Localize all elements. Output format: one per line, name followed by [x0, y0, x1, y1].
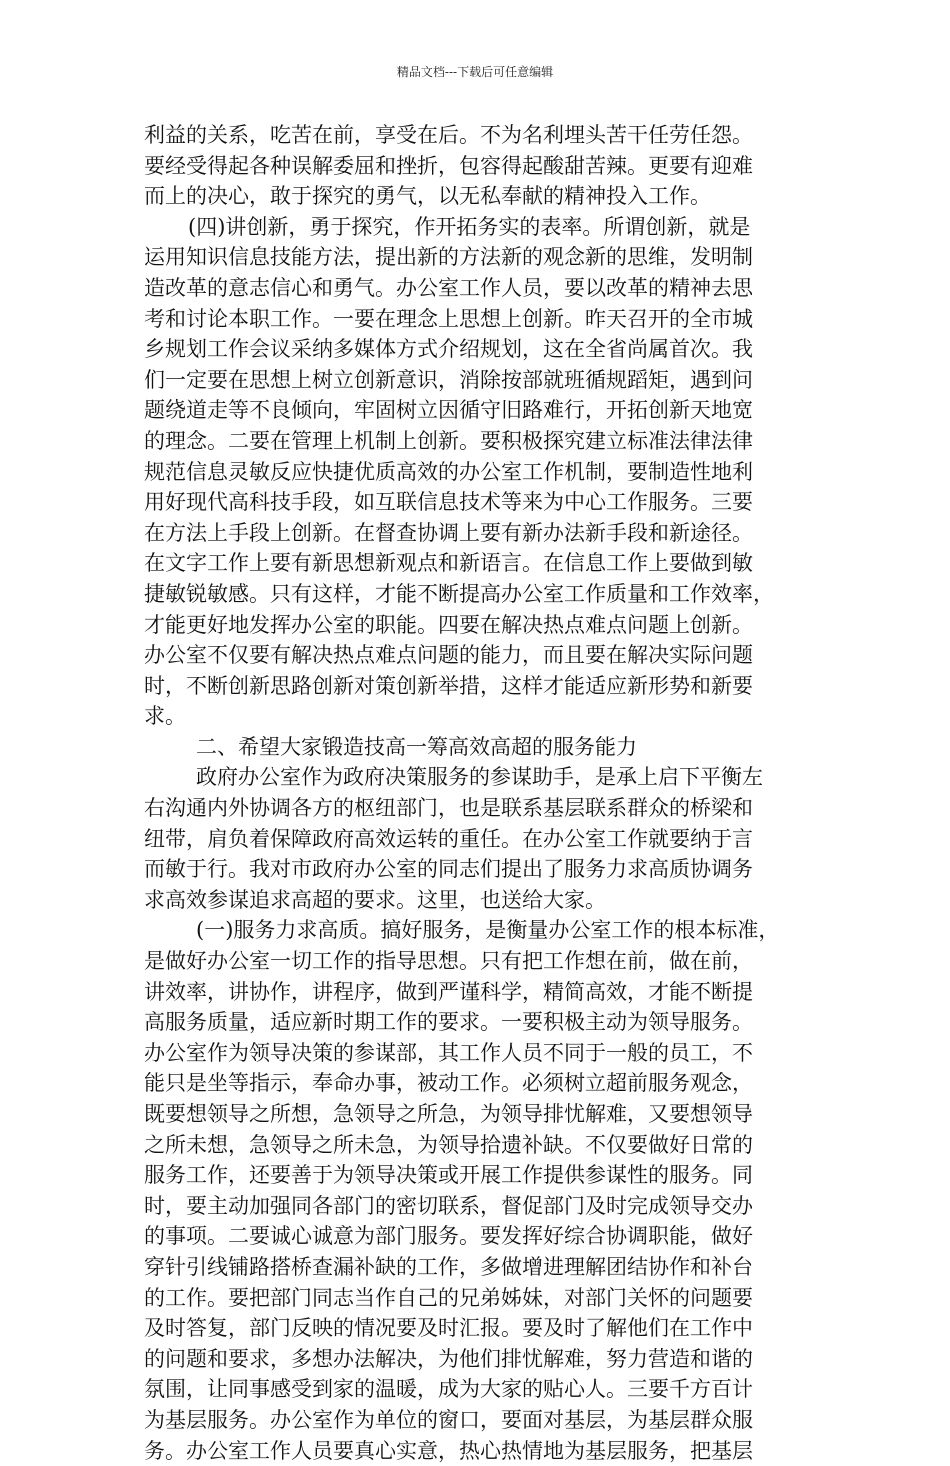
text-line: 办公室作为领导决策的参谋部，其工作人员不同于一般的员工，不: [144, 1040, 753, 1065]
text-line: 而敏于行。我对市政府办公室的同志们提出了服务力求高质协调务: [144, 857, 753, 882]
text-line: 运用知识信息技能方法，提出新的方法新的观念新的思维，发明制: [144, 245, 753, 270]
text-line: 的工作。要把部门同志当作自己的兄弟姊妹，对部门关怀的问题要: [144, 1285, 753, 1310]
page-header: 精品文档---下载后可任意编辑: [396, 65, 554, 79]
text-line: 时，不断创新思路创新对策创新举措，这样才能适应新形势和新要: [144, 673, 753, 698]
text-line: 的理念。二要在管理上机制上创新。要积极探究建立标准法律法律: [144, 428, 753, 453]
section-heading: 二、希望大家锻造技高一筹高效高超的服务能力: [196, 734, 637, 759]
paragraph-first-line: 政府办公室作为政府决策服务的参谋助手，是承上启下平衡左: [196, 765, 763, 790]
text-line: 的问题和要求，多想办法解决，为他们排忧解难，努力营造和谐的: [144, 1346, 753, 1371]
text-line: 而上的决心，敢于探究的勇气，以无私奉献的精神投入工作。: [144, 184, 711, 209]
text-line: 规范信息灵敏反应快捷优质高效的办公室工作机制，要制造性地利: [144, 459, 753, 484]
text-line: 用好现代高科技手段，如互联信息技术等来为中心工作服务。三要: [144, 490, 753, 515]
text-line: 及时答复，部门反映的情况要及时汇报。要及时了解他们在工作中: [144, 1316, 753, 1341]
text-line: 能只是坐等指示，奉命办事，被动工作。必须树立超前服务观念，: [144, 1071, 753, 1096]
text-line: 纽带，肩负着保障政府高效运转的重任。在办公室工作就要纳于言: [144, 826, 753, 851]
text-line: 捷敏锐敏感。只有这样，才能不断提高办公室工作质量和工作效率，: [144, 581, 774, 606]
text-line: 才能更好地发挥办公室的职能。四要在解决热点难点问题上创新。: [144, 612, 753, 637]
text-line: 要经受得起各种误解委屈和挫折，包容得起酸甜苦辣。更要有迎难: [144, 153, 753, 178]
text-line: 造改革的意志信心和勇气。办公室工作人员，要以改革的精神去思: [144, 275, 753, 300]
text-line: 求高效参谋追求高超的要求。这里，也送给大家。: [144, 887, 606, 912]
text-line: 服务工作，还要善于为领导决策或开展工作提供参谋性的服务。同: [144, 1163, 753, 1188]
text-line: 在方法上手段上创新。在督查协调上要有新办法新手段和新途径。: [144, 520, 753, 545]
text-line: 办公室不仅要有解决热点难点问题的能力，而且要在解决实际问题: [144, 643, 753, 668]
text-line: 求。: [144, 704, 186, 729]
text-line: 乡规划工作会议采纳多媒体方式介绍规划，这在全省尚属首次。我: [144, 337, 753, 362]
text-line: 务。办公室工作人员要真心实意，热心热情地为基层服务，把基层: [144, 1438, 753, 1463]
text-line: 是做好办公室一切工作的指导思想。只有把工作想在前，做在前，: [144, 949, 753, 974]
text-line: 考和讨论本职工作。一要在理念上思想上创新。昨天召开的全市城: [144, 306, 753, 331]
text-line: 穿针引线铺路搭桥查漏补缺的工作，多做增进理解团结协作和补台: [144, 1254, 753, 1279]
paragraph-first-line: (一)服务力求高质。搞好服务，是衡量办公室工作的根本标准，: [196, 918, 780, 943]
text-line: 讲效率，讲协作，讲程序，做到严谨科学，精简高效，才能不断提: [144, 979, 753, 1004]
document-body: [144, 120, 814, 1466]
text-line: 时，要主动加强同各部门的密切联系，督促部门及时完成领导交办: [144, 1193, 753, 1218]
text-line: 之所未想，急领导之所未急，为领导拾遗补缺。不仅要做好日常的: [144, 1132, 753, 1157]
text-line: 题绕道走等不良倾向，牢固树立因循守旧路难行，开拓创新天地宽: [144, 398, 753, 423]
text-line: 右沟通内外协调各方的枢纽部门，也是联系基层联系群众的桥梁和: [144, 796, 753, 821]
text-line: 在文字工作上要有新思想新观点和新语言。在信息工作上要做到敏: [144, 551, 753, 576]
paragraph-first-line: (四)讲创新，勇于探究，作开拓务实的表率。所谓创新，就是: [188, 214, 751, 239]
text-line: 为基层服务。办公室作为单位的窗口，要面对基层，为基层群众服: [144, 1407, 753, 1432]
text-line: 利益的关系，吃苦在前，享受在后。不为名利埋头苦干任劳任怨。: [144, 123, 753, 147]
text-line: 氛围，让同事感受到家的温暖，成为大家的贴心人。三要千方百计: [144, 1377, 753, 1402]
text-line: 们一定要在思想上树立创新意识，消除按部就班循规蹈矩，遇到问: [144, 367, 753, 392]
text-line: 既要想领导之所想，急领导之所急，为领导排忧解难，又要想领导: [144, 1102, 753, 1126]
text-line: 高服务质量，适应新时期工作的要求。一要积极主动为领导服务。: [144, 1010, 753, 1035]
text-line: 的事项。二要诚心诚意为部门服务。要发挥好综合协调职能，做好: [144, 1224, 753, 1249]
